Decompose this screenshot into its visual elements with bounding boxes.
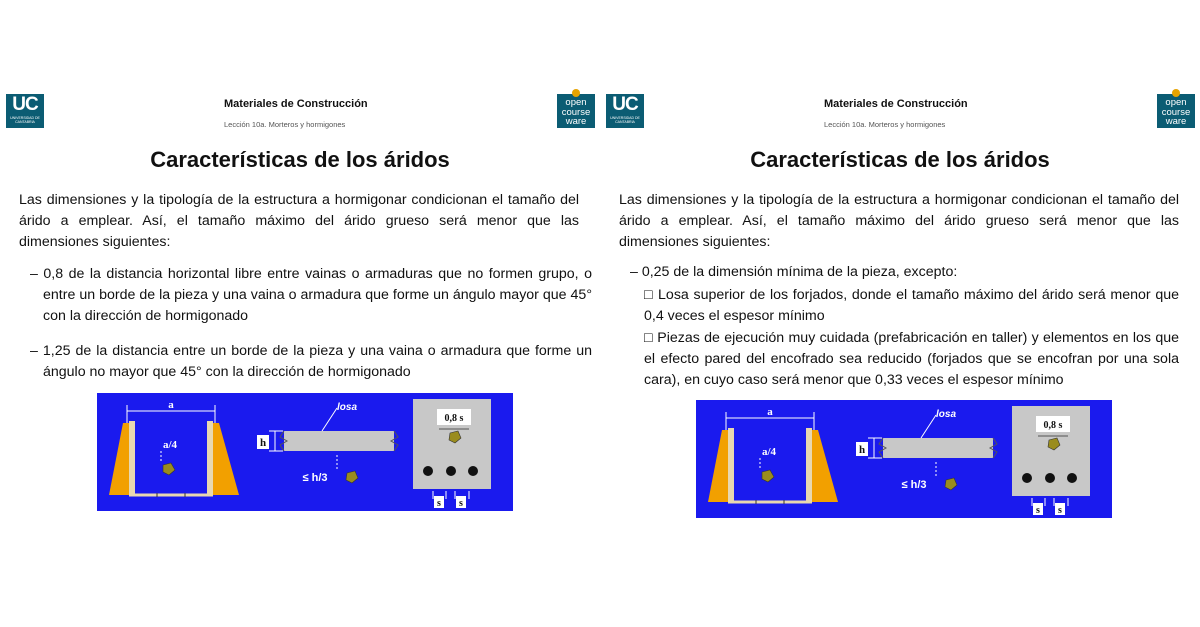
uc-logo: UC UNIVERSIDAD DE CANTABRIA <box>6 94 44 128</box>
bullet-item: – 0,25 de la dimensión mínima de la pieza, excepto: <box>630 264 958 280</box>
sub-item: □ Losa superior de los forjados, donde el tamaño máximo del árido será menor que 0,4 veces el espesor mínimo <box>644 287 1179 324</box>
svg-text:h: h <box>259 437 267 449</box>
ocw-logo: open course ware <box>557 94 595 128</box>
slide-right <box>600 0 1200 627</box>
ocw-logo: open course ware <box>1157 94 1195 128</box>
aggregate-size-figure <box>97 393 513 511</box>
uc-logo: UC UNIVERSIDAD DE CANTABRIA <box>606 94 644 128</box>
svg-text:≤ h/3: ≤ h/3 <box>901 479 927 491</box>
svg-text:a: a <box>767 406 773 418</box>
svg-text:s: s <box>459 498 463 509</box>
svg-text:s: s <box>1058 505 1062 516</box>
intro-paragraph: Las dimensiones y la tipología de la estructura a hormigonar condicionan el tamaño del árido a emplear. Así, el tamaño máximo del árido grueso será menor que las dimensiones siguientes: <box>619 192 1179 250</box>
svg-text:losa: losa <box>936 409 957 420</box>
svg-text:a/4: a/4 <box>162 439 178 451</box>
svg-text:a: a <box>168 399 174 411</box>
bullet-item: – 0,8 de la distancia horizontal libre entre vainas o armaduras que no formen grupo, o entre un borde de la pieza y una vaina o armadura que forme un ángulo mayor que 45° con la dirección de hormigonado <box>30 266 592 324</box>
svg-text:s: s <box>437 498 441 509</box>
course-title: Materiales de Construcción <box>224 98 368 110</box>
svg-text:0,8 s: 0,8 s <box>1043 420 1063 431</box>
aggregate-size-figure <box>696 400 1112 518</box>
slide-title: Características de los áridos <box>750 147 1050 172</box>
sub-item: □ Piezas de ejecución muy cuidada (prefabricación en taller) y elementos en los que el efecto pared del encofrado sea reducido (forjados que se encofran por una sola cara), en cuyo caso será menor que 0,33 veces el espesor mínimo <box>644 330 1179 388</box>
svg-text:losa: losa <box>337 402 358 413</box>
slide-title: Características de los áridos <box>150 147 450 172</box>
svg-text:s: s <box>1036 505 1040 516</box>
bullet-item: – 1,25 de la distancia entre un borde de la pieza y una vaina o armadura que forme un ángulo no mayor que 45° con la dirección de hormigonado <box>30 343 592 380</box>
lesson-title: Lección 10a. Morteros y hormigones <box>824 120 946 129</box>
intro-paragraph: Las dimensiones y la tipología de la estructura a hormigonar condicionan el tamaño del árido a emplear. Así, el tamaño máximo del árido grueso será menor que las dimensiones siguientes: <box>19 192 579 250</box>
course-title: Materiales de Construcción <box>824 98 968 110</box>
svg-text:a/4: a/4 <box>761 446 777 458</box>
svg-text:≤ h/3: ≤ h/3 <box>302 472 328 484</box>
svg-text:0,8 s: 0,8 s <box>444 413 464 424</box>
lesson-title: Lección 10a. Morteros y hormigones <box>224 120 346 129</box>
svg-text:h: h <box>858 444 866 456</box>
